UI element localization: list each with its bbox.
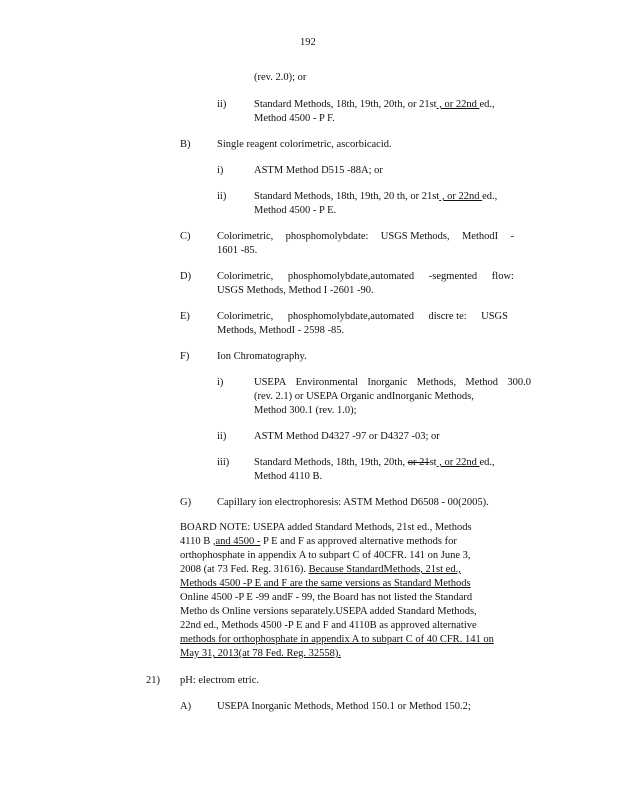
item-a-continuation: (rev. 2.0); or bbox=[254, 72, 307, 83]
item-f-i-line1: USEPA Environmental Inorganic Methods, Method 300.0 bbox=[254, 377, 531, 388]
item-f-iii-line1: Standard Methods, 18th, 19th, 20th, or 21st , or 22nd ed., bbox=[254, 457, 495, 468]
item-b-i-label: i) bbox=[217, 165, 224, 176]
item-f-iii-line2: Method 4110 B. bbox=[254, 471, 323, 482]
item-d-line1: Colorimetric, phosphomolybdate,automated -segmented flow: bbox=[217, 271, 514, 282]
item-21-label: 21) bbox=[146, 675, 160, 686]
item-e-line1: Colorimetric, phosphomolybdate,automated discre te: USGS bbox=[217, 311, 508, 322]
item-f-i-line2: (rev. 2.1) or USEPA Organic andInorganic Methods, bbox=[254, 391, 474, 402]
item-c-line1: Colorimetric, phosphomolybdate: USGS Methods, MethodI - bbox=[217, 231, 514, 242]
item-e-label: E) bbox=[180, 311, 190, 322]
board-note-line: May 31, 2013(at 78 Fed. Reg. 32558). bbox=[180, 648, 341, 659]
board-note-line: Online 4500 -P E -99 andF - 99, the Board has not listed the Standard bbox=[180, 592, 473, 603]
item-b-ii-line1: Standard Methods, 18th, 19th, 20 th, or 21st , or 22nd ed., bbox=[254, 191, 498, 202]
item-b-text: Single reagent colorimetric, ascorbicacid. bbox=[217, 139, 392, 150]
item-a-ii-line1: Standard Methods, 18th, 19th, 20th, or 21st , or 22nd ed., bbox=[254, 99, 495, 110]
item-f-text: Ion Chromatography. bbox=[217, 351, 307, 362]
board-note-line: orthophosphate in appendix A to subpart C of 40CFR. 141 on June 3, bbox=[180, 550, 471, 561]
item-f-ii-text: ASTM Method D4327 -97 or D4327 -03; or bbox=[254, 431, 440, 442]
item-c-label: C) bbox=[180, 231, 191, 242]
item-21-a-label: A) bbox=[180, 701, 192, 712]
board-note-line: 22nd ed., Methods 4500 -P E and F and 4110B as approved alternative bbox=[180, 620, 477, 631]
item-f-iii-label: iii) bbox=[217, 457, 230, 468]
item-f-i-label: i) bbox=[217, 377, 224, 388]
board-note-line: methods for orthophosphate in appendix A to subpart C of 40 CFR. 141 on bbox=[180, 634, 494, 645]
page-number: 192 bbox=[300, 37, 316, 48]
item-e-line2: Methods, MethodI - 2598 -85. bbox=[217, 325, 345, 336]
board-note-line: 2008 (at 73 Fed. Reg. 31616). Because StandardMethods, 21st ed., bbox=[180, 564, 461, 575]
item-a-ii-line2: Method 4500 - P F. bbox=[254, 113, 335, 124]
item-f-label: F) bbox=[180, 351, 190, 362]
item-b-i-text: ASTM Method D515 -88A; or bbox=[254, 165, 383, 176]
item-g-text: Capillary ion electrophoresis: ASTM Method D6508 - 00(2005). bbox=[217, 497, 489, 508]
item-c-line2: 1601 -85. bbox=[217, 245, 258, 256]
board-note-line: Metho ds Online versions separately.USEPA added Standard Methods, bbox=[180, 606, 477, 617]
item-f-i-line3: Method 300.1 (rev. 1.0); bbox=[254, 405, 357, 416]
item-g-label: G) bbox=[180, 497, 192, 508]
board-note-line: Methods 4500 -P E and F are the same versions as Standard Methods bbox=[180, 578, 471, 589]
item-d-label: D) bbox=[180, 271, 192, 282]
item-d-line2: USGS Methods, Method I -2601 -90. bbox=[217, 285, 374, 296]
board-note-line: 4110 B ,and 4500 - P E and F as approved alternative methods for bbox=[180, 536, 457, 547]
item-b-ii-line2: Method 4500 - P E. bbox=[254, 205, 337, 216]
board-note-line: BOARD NOTE: USEPA added Standard Methods, 21st ed., Methods bbox=[180, 522, 472, 533]
item-f-ii-label: ii) bbox=[217, 431, 227, 442]
item-21-text: pH: electrom etric. bbox=[180, 675, 260, 686]
item-21-a-text: USEPA Inorganic Methods, Method 150.1 or Method 150.2; bbox=[217, 701, 471, 712]
item-b-ii-label: ii) bbox=[217, 191, 227, 202]
item-a-ii-label: ii) bbox=[217, 99, 227, 110]
item-b-label: B) bbox=[180, 139, 191, 150]
